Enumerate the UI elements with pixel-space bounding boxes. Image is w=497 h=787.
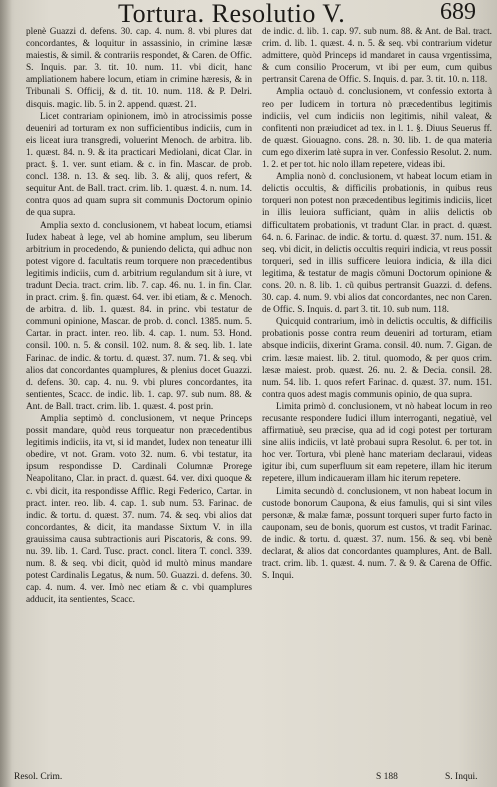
- catchword: S. Inqui.: [445, 772, 478, 782]
- paragraph-text: Limita secundò d. conclusionem, vt non habeat locum in custode bonorum Caupona, & eius famulis, qui si sint viles personæ, & malæ famæ, possunt torqueri super furto facto in cauponam, seu de bonis, quorum est custos, vt tradit Farinac. de indic. & tortu. d. quæst. 37. num. 156. & seq. vbi benè declarat, & alios dat concordantes quamplures, Ant. de Ball. tract. crim. lib. 1. quæst. 4. num. 7. & 9. & Carena de Offic. S. Inqui.: [262, 486, 492, 582]
- paragraph-12: [26, 413, 252, 607]
- paragraph-text: de indic. d. lib. 1. cap. 97. sub num. 88. & Ant. de Bal. tract. crim. d. lib. 1. quæst. 4. n. 5. & seq. vbi contrarium videtur admittere, quòd Princeps id mandaret in causa vrgentissima, & cum consilio Procerum, vt ibi per eum, cum quibus pertransit Carena de Offic. S. Inquis. d. par. 3. tit. 10. n. 118.: [262, 27, 492, 86]
- paragraph-text: Amplia octauò d. conclusionem, vt confessio extorta à reo per Iudicem in tortura nò præcedentibus legitimis indiciis, vel cum indiciis non legitimis, nihil valeat, & confitenti non præiudicet ad tex. in l. 1. §. Diuus Seuerus ff. de quæst. Giouagno. cons. 28. n. 30. lib. 1. de qua materia cum ego dixerim latè supra in ver. Confessio Resolut. 2. num. 1. 2. et per tot. hic nolo illam repetere, videas ibi.: [262, 87, 492, 171]
- right-column: [262, 26, 492, 771]
- paragraph-text: Quicquid contrarium, imò in delictis occultis, & difficilis probationis posse contra reum deueniri ad torturam, etiam absque indiciis, dixerint Grama. consil. 40. num. 7. Gigan. de crim. læsæ maiest. lib. 2. titul. quomodo, & per quos crim. læsæ maiest. prob. quæst. 26. nu. 2. & Decia. consil. 28. num. 54. lib. 1. quos refert Farinac. d. quæst. 37. num. 151. contra quos adest magis communis opinio, de qua supra.: [262, 317, 492, 400]
- paragraph-13: [262, 86, 492, 171]
- paragraph-text: plenè Guazzi d. defens. 30. cap. 4. num. 8. vbi plures dat concordantes, & loquitur in assassinio, in crimine læsæ maiestis, & simil. & contrariis respondet, & Caren. de Offic. S. Inquis. par. 3. tit. 10. num. 11. vbi dicit, hanc ampliationem habere locum, etiam in crimine hæresis, & in Tribunali S. Officij, & d. tit. 10. num. 118. & P. Delri. disquis. magic. lib. 5. in 2. append. quæst. 21.: [26, 27, 252, 110]
- paragraph-10: [26, 111, 252, 220]
- paragraph-15: [262, 316, 492, 401]
- paragraph-17: [262, 486, 492, 583]
- page-footer: [0, 770, 497, 787]
- gathering-mark: S 188: [376, 772, 398, 782]
- paragraph-text: Amplia septimò d. conclusionem, vt neque Princeps possit mandare, quòd reus torqueatur non præcedentibus legitimis indiciis, ita vt, si id mandet, Iudex non teneatur illi obedire, vt not. Gram. voto 32. num. 6. vbi testatur, ita ipsum respondisse D. Cardinali Columnæ Prorege Neapolitano, Clar. in pract. d. quæst. 64. ver. dixi quoque & c. vbi dicit, ita respondisse Afflic. Regi Federico, Cartar. in pract. inter. reo. lib. 4. cap. 1. sub num. 53. Farinac. de indic. & tortu. d. quæst. 37. num. 74. & seq. vbi alios dat concordantes, & dicit, ita mandasse Sixtum V. in illa grauissima causa subtractionis auri Piscatoris, & cons. 99. nu. 39. lib. 1. Card. Tusc. pract. concl. litera T. concl. 339. num. 8. & seq. vbi dicit, quòd id multò minus mandare potest Cardinalis Legatus, & num. 50. Guazzi. d. defens. 30. cap. 4. num. 4. ver. Imò nec etiam & c. vbi quamplures adducit, ita sentientes, Scacc.: [26, 414, 252, 606]
- paragraph-16: [262, 401, 492, 486]
- paragraph-text: Licet contrariam opinionem, imò in atrocissimis posse deueniri ad torturam ex non sufficientibus indiciis, cum in eis liceat iura transgredi, voluerint Menoch. de arbitra. lib. 1. quæst. 84. n. 9. & ita practicari Mediolani, dicat Clar. in pract. §. 1. ver. sunt etiam. & c. in fin. Mascar. de prob. concl. 138. n. 13. & seq. lib. 3. & alij, quos refert, & sequitur Ant. de Ball. tract. crim. lib. 1. quæst. 4. n. num. 14. contra quos ad quam supra sit communis Doctorum opinio de qua supra.: [26, 111, 252, 219]
- signature-mark: Resol. Crim.: [14, 772, 63, 782]
- paragraph-text: Amplia nonò d. conclusionem, vt habeat locum etiam in delictis occultis, & difficilis probationis, in quibus reus torqueri non potest non præcedentibus legitimis indiciis, licet in illis leuiora sufficiant, quàm in aliis delictis ob difficultatem probationis, vt tradunt Clar. in pract. d. quæst. 64. n. 6. Farinac. de indic. & tortu. d. quæst. 37. num. 151. & seq. vbi dicit, in delictis occultis requiri indicia, vt reus possit torqueri, sed in illis sufficere leuiora indicia, & illa dici legitima, & testatur de magis cõmuni Doctorum opinione & cons. 20. n. 8. lib. 1. cũ quibus pertransit Guazzi. d. defens. 30. cap. 4. num. 9. vbi alios dat concordantes, nec non Caren. de Offic. S. Inquis. d. part 3. tit. 10. sub num. 118.: [262, 172, 492, 316]
- page-number: 689: [440, 0, 476, 25]
- paragraph-14: [262, 171, 492, 316]
- paragraph-text: Limita primò d. conclusionem, vt nò habeat locum in reo recusante respondere Iudici illum interroganti, negatiuè, vel affirmatiuè, seu præcise, qua ad id cogi potest per torturam sine aliis indiciis, vt latè probaui supra Resolut. 6. per tot. in hoc ver. Tortura, vbi plenè hanc materiam declaraui, videas igitur ibi, cum superfluum sit eam repetere, illam hic iterum repetere, illum indicaueram illam hic iterum repetere.: [262, 401, 492, 485]
- gutter-shadow: [0, 0, 12, 787]
- paragraph-11: [26, 220, 252, 414]
- paragraph-continuation: [26, 26, 252, 111]
- left-column: [26, 26, 252, 771]
- running-title: Tortura. Resolutio V.: [118, 0, 346, 28]
- paragraph-text: Amplia sexto d. conclusionem, vt habeat locum, etiamsi Iudex habeat à lege, vel ab homine amplum, seu liberum arbitrium in procedendo, & puniendo delicta, qui adhuc non potest vigore d. facultatis reum torquere non præcedentibus legitimis indiciis, cum d. arbitrium regulandum sit à iure, vt tradunt Decia. tract. crim. lib. 7. cap. 46. nu. 1. in fin. Clar. in pract. crim. §. fin. quæst. 64. ver. ibi etiam, & c. Menoch. de arbitra. d. lib. 1. quæst. 84. in princ. vbi testatur de communi opinione, Mascar. de prob. d. concl. 1385. num. 5. Cartar. in pract. inter. reo. lib. 4. cap. 1. num. 53. Hond. consil. 100. n. 5. & consil. 102. num. 8. & seq. lib. 1. late Farinac. de indic. & tortu. d. quæst. 37. num. 71. & seq. vbi alios dat concordantes quamplures, & plenius docet Guazzi. d. defens. 30. cap. 4. nu. 9. vbi plures concordantes, ita sentientes, Scacc. de indic. lib. 1. cap. 97. sub num. 88. & Ant. de Ball. tract. crim. lib. 1. quæst. 4. post prin.: [26, 220, 252, 412]
- paragraph-continuation: [262, 26, 492, 86]
